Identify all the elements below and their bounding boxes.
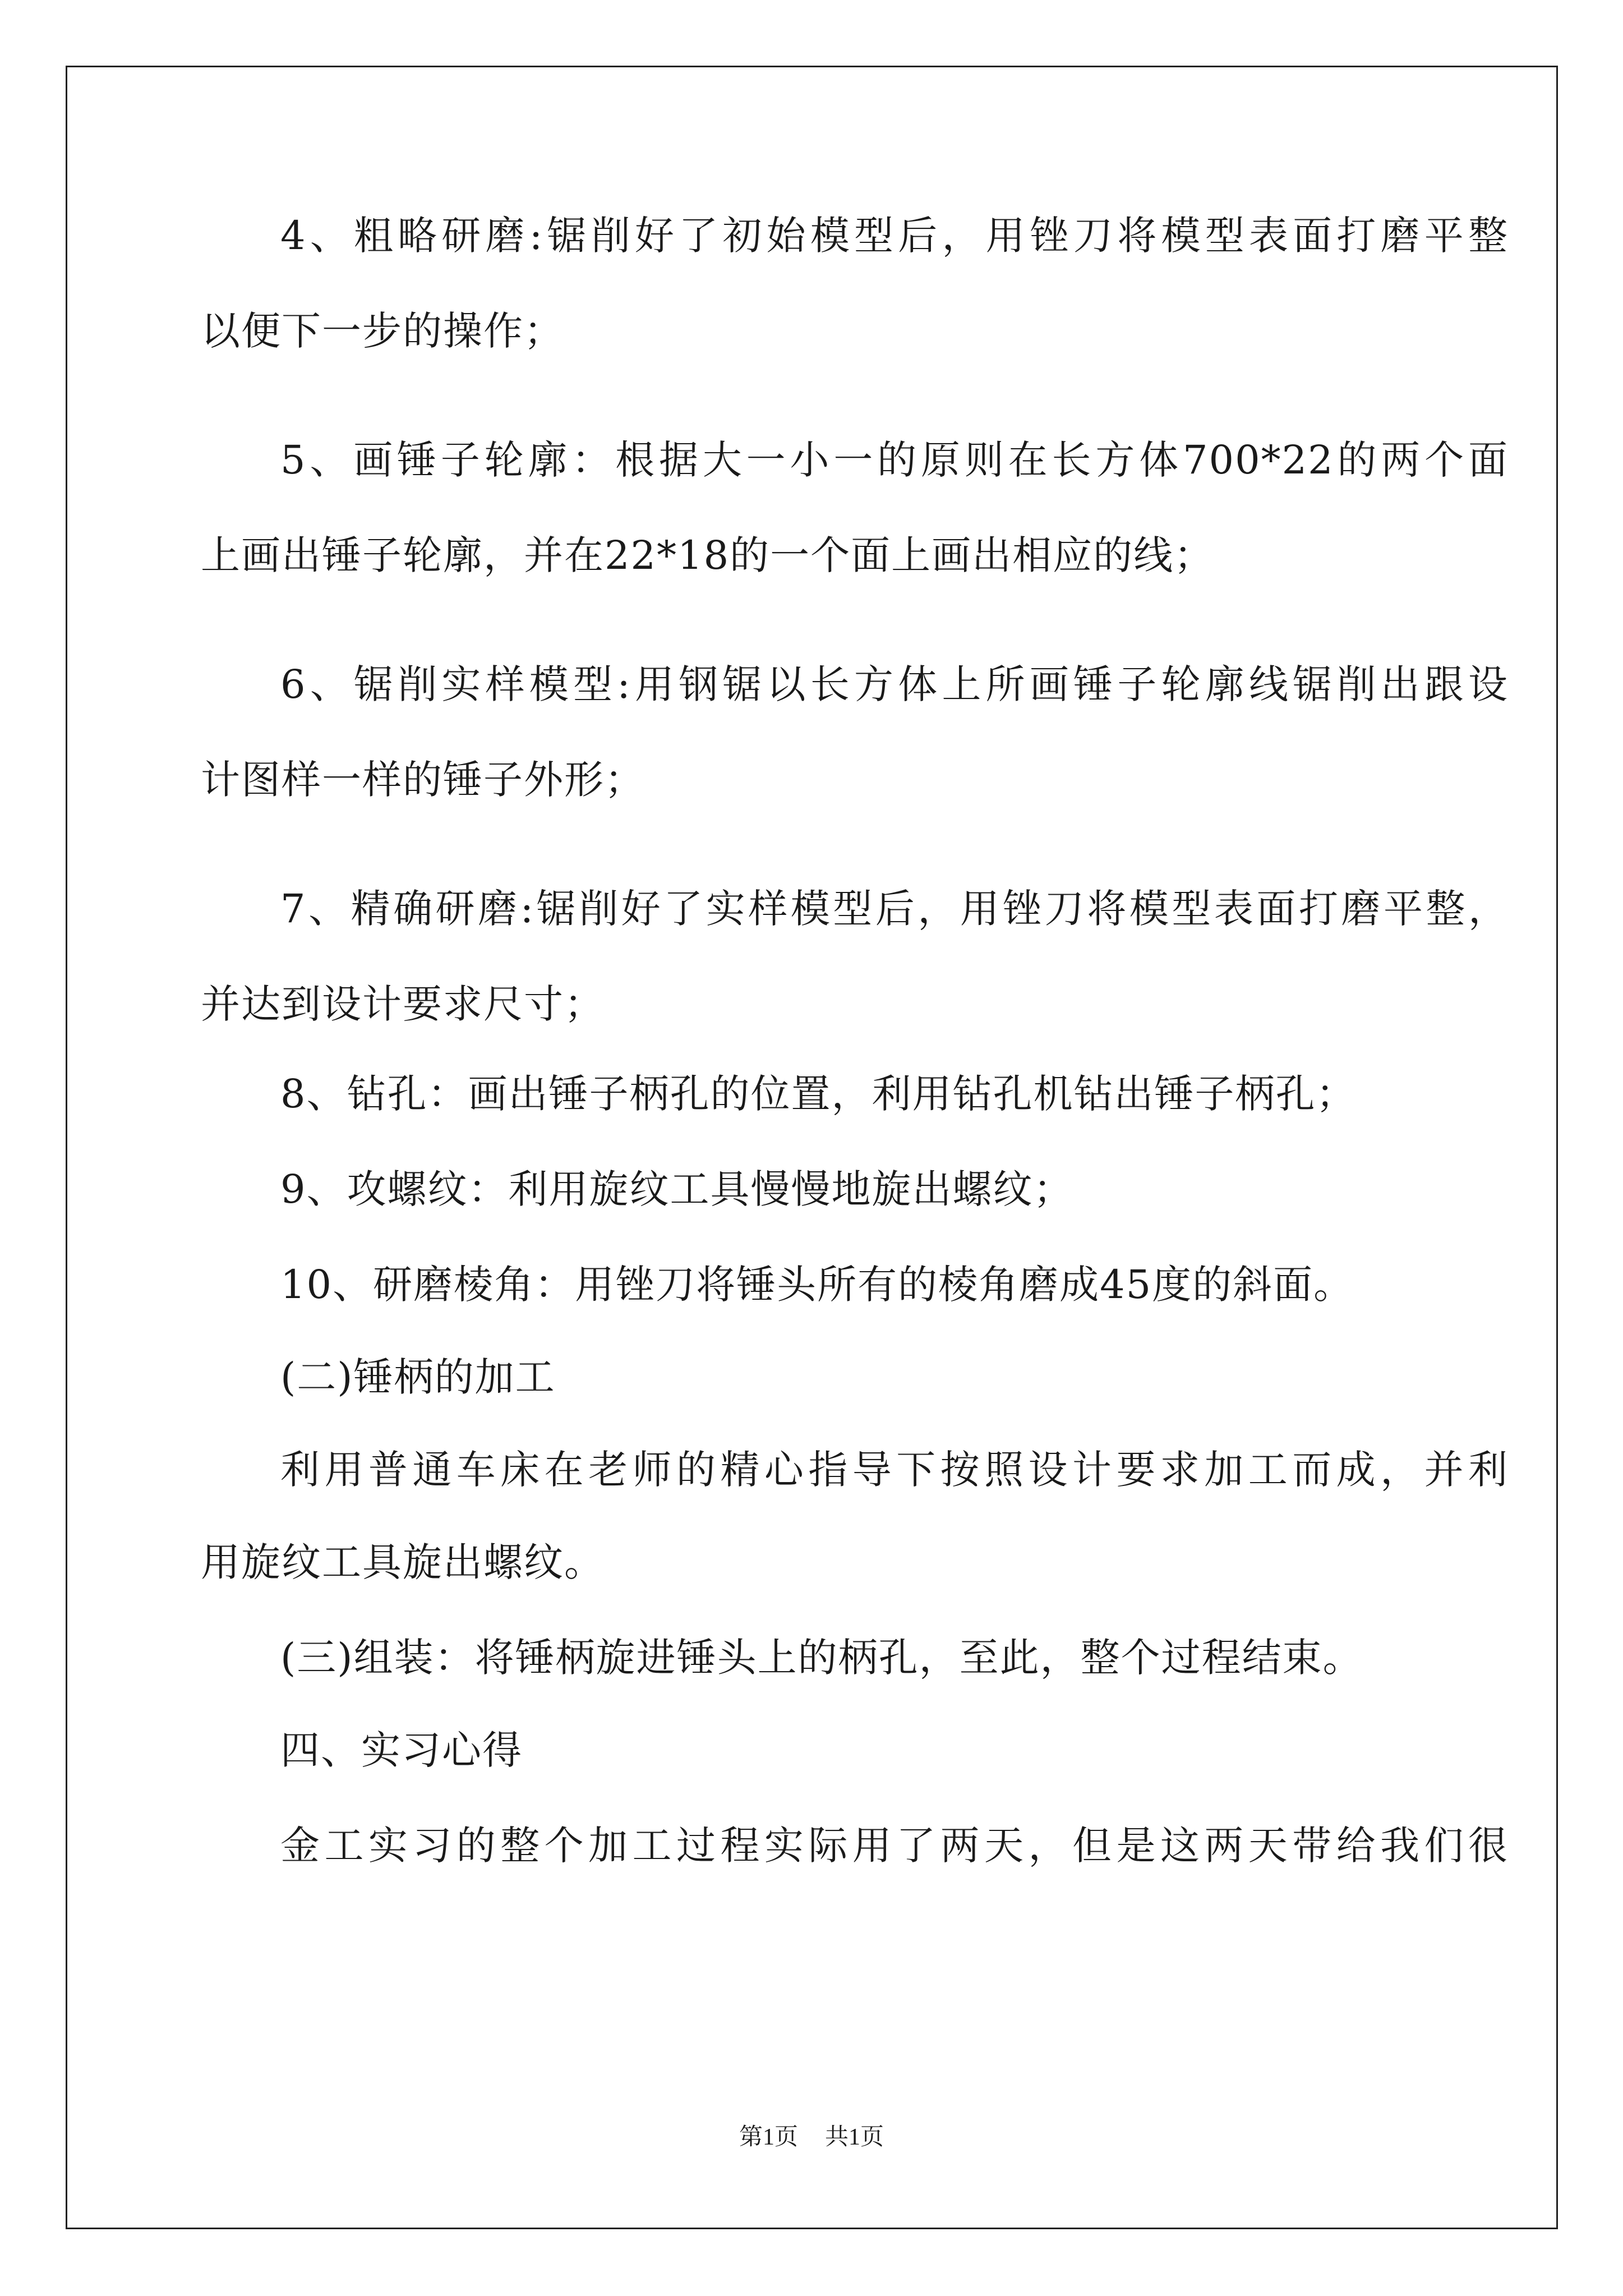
text-line: (三)组装：将锤柄旋进锤头上的柄孔，至此，整个过程结束。 [280,1635,1363,1681]
page-border [66,66,1558,2229]
page-number: 第1页 [739,2124,798,2150]
text-line: 5、画锤子轮廓：根据大一小一的原则在长方体700*22的两个面 [280,437,1509,483]
text-line: 并达到设计要求尺寸； [201,981,605,1027]
page-footer [0,2120,1623,2154]
section-heading: 四、实习心得 [280,1727,523,1773]
text-line: 6、锯削实样模型:用钢锯以长方体上所画锤子轮廓线锯削出跟设 [280,661,1509,707]
text-line: 上画出锤子轮廓，并在22*18的一个面上画出相应的线； [201,532,1215,578]
text-line: 8、钻孔：画出锤子柄孔的位置，利用钻孔机钻出锤子柄孔； [280,1071,1357,1117]
text-line: 用旋纹工具旋出螺纹。 [201,1539,605,1585]
text-line: 金工实习的整个加工过程实际用了两天，但是这两天带给我们很 [280,1823,1509,1869]
text-line: 4、粗略研磨:锯削好了初始模型后，用锉刀将模型表面打磨平整 [280,213,1509,259]
text-line: 9、攻螺纹：利用旋纹工具慢慢地旋出螺纹； [280,1166,1074,1212]
text-line: 计图样一样的锤子外形； [201,757,645,803]
text-line: 利用普通车床在老师的精心指导下按照设计要求加工而成，并利 [280,1447,1509,1493]
text-line: 10、研磨棱角：用锉刀将锤头所有的棱角磨成45度的斜面。 [280,1262,1354,1308]
page-total: 共1页 [825,2124,884,2150]
text-line: 以便下一步的操作； [201,308,564,354]
text-line: 7、精确研磨:锯削好了实样模型后，用锉刀将模型表面打磨平整， [280,886,1509,932]
section-heading: (二)锤柄的加工 [280,1354,556,1400]
